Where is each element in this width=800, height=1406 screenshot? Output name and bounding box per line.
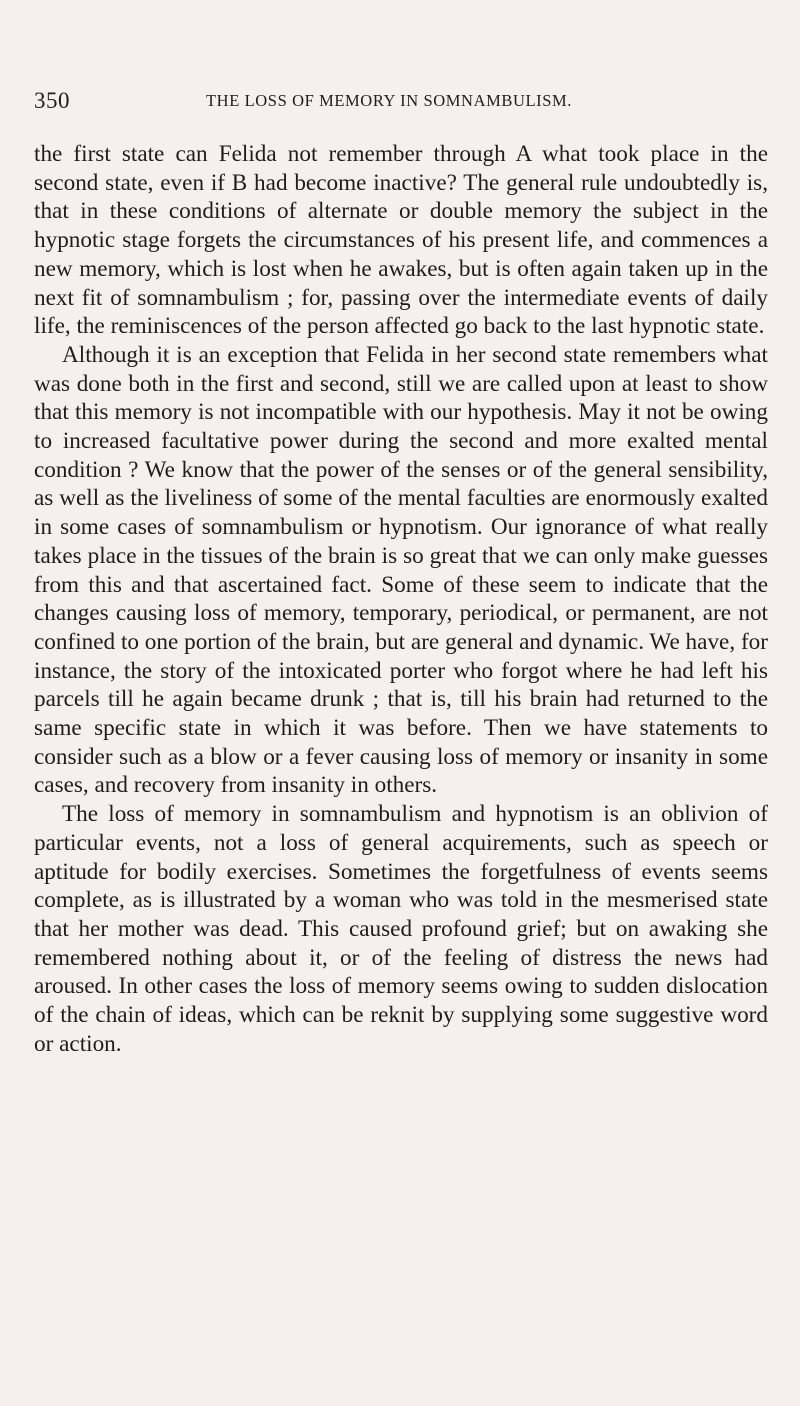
paragraph-2: Although it is an exception that Felida in her second state remembers what was done both in the first and second, still we are called upon at least to show that this memory is not incompatible with our hypothesis. May it not be owing to increased facultative power during the second and more exalted mental condition ? We know that the power of the senses or of the general sensibility, as well as the liveliness of some of the mental faculties are enormously exalted in some cases of somnambulism or hypnotism. Our ignorance of what really takes place in the tissues of the brain is so great that we can only make guesses from this and that ascertained fact. Some of these seem to indicate that the changes causing loss of memory, temporary, periodical, or permanent, are not confined to one portion of the brain, but are general and dynamic. We have, for instance, the story of the intoxicated porter who forgot where he had left his parcels till he again became drunk ; that is, till his brain had returned to the same specific state in which it was before. Then we have statements to consider such as a blow or a fever causing loss of memory or insanity in some cases, and recovery from insanity in others. (34, 341, 768, 799)
paragraph-3: The loss of memory in somnambulism and hypnotism is an oblivion of particular events, not a loss of general acquirements, such as speech or aptitude for bodily exercises. Sometimes the forgetfulness of events seems complete, as is illustrated by a woman who was told in the mesmerised state that her mother was dead. This caused profound grief; but on awaking she remembered nothing about it, or of the feeling of distress the news had aroused. In other cases the loss of memory seems owing to sudden dislocation of the chain of ideas, which can be reknit by supplying some suggestive word or action. (34, 801, 768, 1057)
paragraph-1: the first state can Felida not remember through A what took place in the second state, even if B had become inactive? The general rule undoubtedly is, that in these conditions of alternate or double memory the subject in the hypnotic stage forgets the circumstances of his present life, and commences a new memory, which is lost when he awakes, but is often again taken up in the next fit of somnambulism ; for, passing over the intermediate events of daily life, the reminiscences of the person affected go back to the last hypnotic state. (34, 141, 768, 340)
running-title: THE LOSS OF MEMORY IN SOMNAMBULISM. (206, 91, 573, 110)
page-number: 350 (34, 88, 70, 113)
body-text (34, 140, 768, 1059)
running-header (34, 88, 754, 118)
